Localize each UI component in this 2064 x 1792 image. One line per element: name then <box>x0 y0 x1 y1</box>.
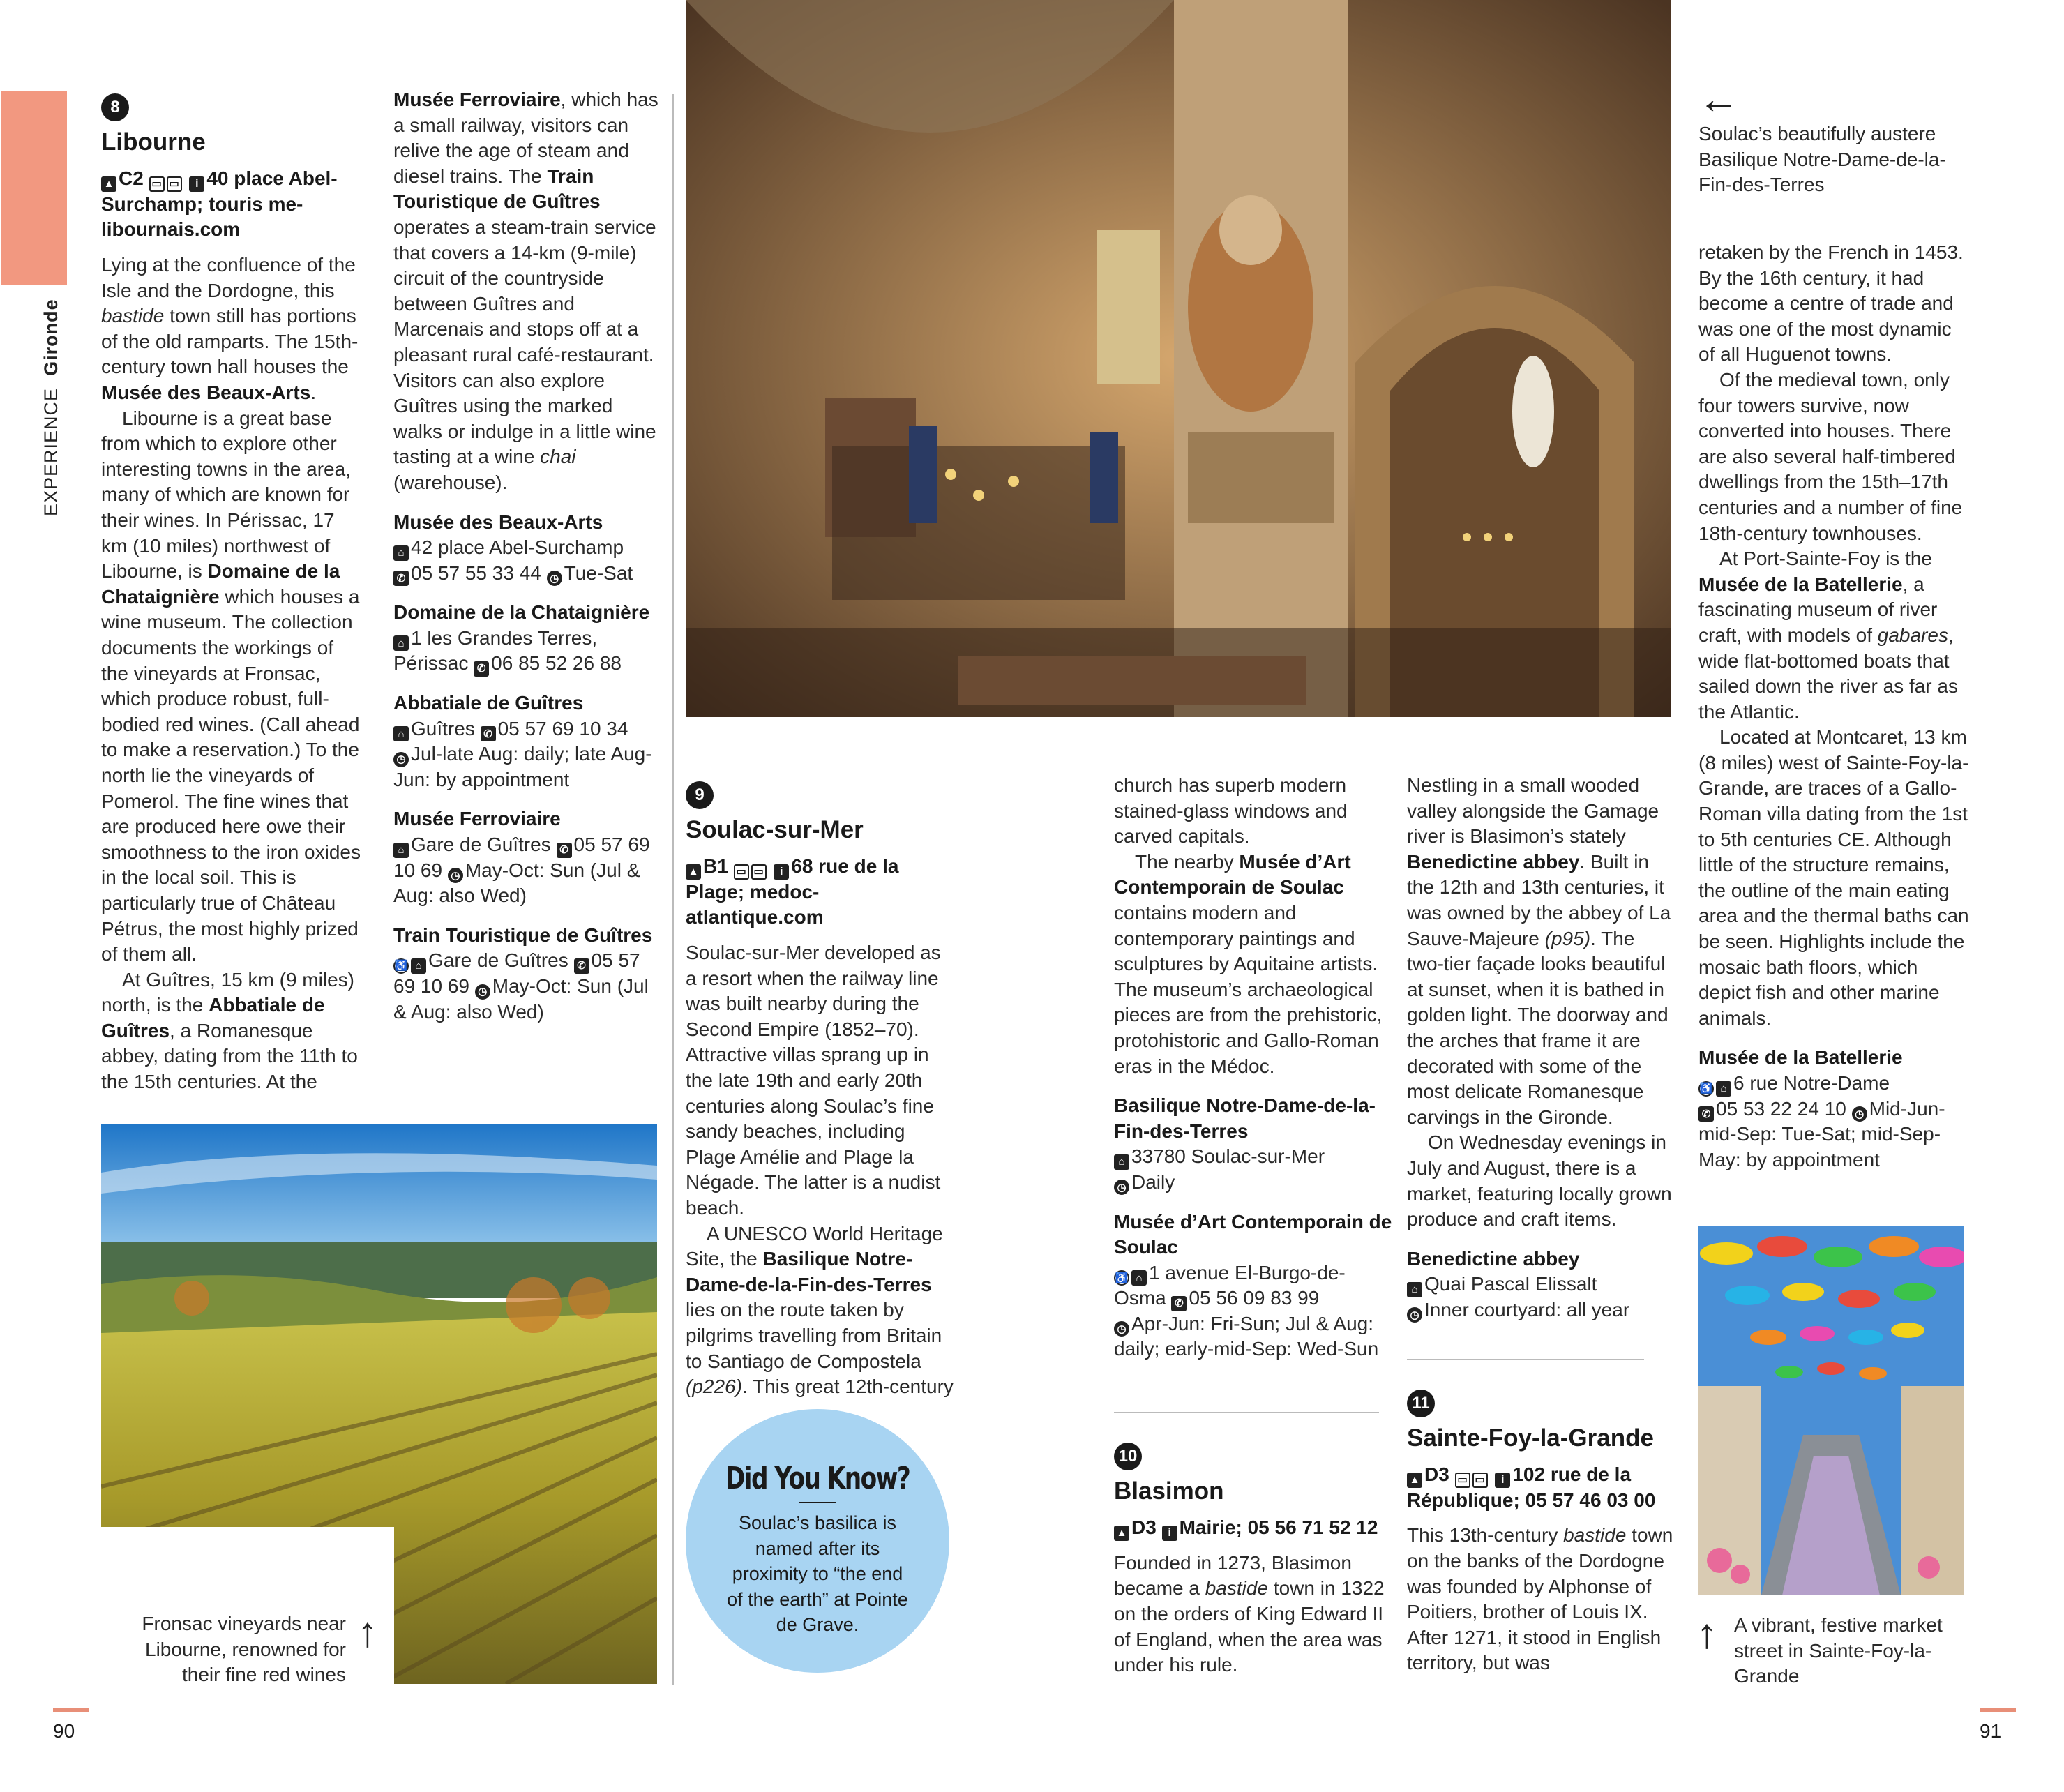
libourne-col2-para: Musée Ferroviaire, which has a small railway, visitors can relive the age of steam and diesel trains. The Train Touristique de Guîtres operates a steam-train service that covers a 14-km (9-mile) circuit of the countryside between Guîtres and Marcenais and stops off at a pleasant rural café-restaurant. Visitors can also explore Guîtres using the marked walks or indulge in a little wine tasting at a wine chai (warehouse). <box>393 89 658 493</box>
listing-details: ⌂ 1 les Grandes Terres, Périssac ✆ 06 85 52 26 88 <box>393 626 662 677</box>
soulac-para-2: A UNESCO World Heritage Site, the Basilique Notre-Dame-de-la-Fin-des-Terres lies on the route taken by pilgrims travelling from Britain to Santiago de Compostela (p226). This great 12th-century <box>686 1222 954 1398</box>
arrow-up-icon: ↑ <box>1696 1610 1717 1657</box>
accessibility-icon: ♿ <box>1698 1081 1714 1097</box>
did-you-know-rule <box>799 1502 836 1503</box>
phone-icon: ✆ <box>1698 1106 1714 1122</box>
bus-icon: ▭ <box>1472 1473 1488 1488</box>
umbrella-street-image <box>1698 1226 1964 1595</box>
listing-details: ♿ ⌂ 1 avenue El-Burgo-de-Osma ✆ 05 56 09 83 99 ◷ Apr-Jun: Fri-Sun; Jul & Aug: daily; early-mid-Sep: Wed-Sun <box>1114 1261 1379 1360</box>
blasimon-col2-para-1: Nestling in a small wooded valley alongside the Gamage river is Blasimon’s stately Benedictine abbey. Built in the 12th and 13th centuries, it was owned by the abbey of La Sauve-Majeure (p95). The two-tier façade looks beautiful at sunset, when it is bathed in golden light. The doorway and the arches that frame it are decorated with some of the most delicate Romanesque carvings in the Gironde. <box>1407 774 1671 1128</box>
listing-name: Musée de la Batellerie <box>1698 1046 1903 1069</box>
sainte-foy-col2-para-4: Located at Montcaret, 13 km (8 miles) west of Sainte-Foy-la-Grande, are traces of a Gallo-Roman villa dating from the 1st to 5th centuries CE. Although little of the structure remains, the outline of the main eating area and the thermal baths can be seen. Highlights include the mosaic bath floors, which depict fish and other marine animals. <box>1698 726 1969 1029</box>
soulac-title: Soulac-sur-Mer <box>686 816 864 844</box>
sainte-foy-para-1: This 13th-century bastide town on the banks of the Dordogne was founded by Alphonse of Poitiers, brother of Louis IX. After 1271, it stood in English territory, but was <box>1407 1524 1673 1674</box>
region-label: Gironde <box>40 299 61 376</box>
church-photo <box>686 0 1671 717</box>
arrow-left-icon: ← <box>1698 75 1740 122</box>
entry-number: 8 <box>101 93 129 121</box>
sainte-foy-title: Sainte-Foy-la-Grande <box>1407 1424 1654 1452</box>
listing-name: Basilique Notre-Dame-de-la-Fin-des-Terres <box>1114 1094 1376 1142</box>
address-icon: ⌂ <box>393 545 409 561</box>
libourne-title: Libourne <box>101 128 206 156</box>
sainte-foy-col2-para-1: retaken by the French in 1453. By the 16th century, it had become a centre of trade and was one of the most dynamic of all Huguenot towns. <box>1698 241 1964 366</box>
clock-icon: ◷ <box>393 752 409 767</box>
info-icon: i <box>774 864 789 880</box>
phone-icon: ✆ <box>474 661 489 677</box>
page-number-accent <box>53 1708 89 1712</box>
bus-icon: ▭ <box>751 864 767 880</box>
info-icon: i <box>1162 1526 1177 1541</box>
clock-icon: ◷ <box>547 571 562 586</box>
listing-name: Benedictine abbey <box>1407 1247 1580 1270</box>
soulac-col-1 <box>686 781 956 1400</box>
sainte-foy-col-2 <box>1698 240 1969 1173</box>
map-grid-icon: ▲ <box>686 864 701 880</box>
blasimon-col-1 <box>1114 1443 1393 1678</box>
map-grid-icon: ▲ <box>101 176 116 192</box>
listing-details: ⌂ Quai Pascal Elissalt ◷ Inner courtyard: all year <box>1407 1272 1676 1323</box>
section-divider <box>1407 1359 1644 1360</box>
accessibility-icon: ♿ <box>1114 1270 1129 1286</box>
listing-name: Musée Ferroviaire <box>393 808 561 830</box>
libourne-para-3: At Guîtres, 15 km (9 miles) north, is the Abbatiale de Guîtres, a Romanesque abbey, dating from the 11th to the 15th centuries. At the <box>101 968 358 1093</box>
clock-icon: ◷ <box>1114 1180 1129 1195</box>
clock-icon: ◷ <box>448 868 463 883</box>
phone-icon: ✆ <box>393 571 409 586</box>
church-image <box>686 0 1671 717</box>
address-icon: ⌂ <box>1407 1282 1422 1297</box>
church-caption: Soulac’s beautifully austere Basilique Notre-Dame-de-la-Fin-des-Terres <box>1698 123 1946 196</box>
soulac-col-2 <box>1114 773 1393 1362</box>
vineyard-photo <box>101 1124 657 1684</box>
entry-number: 9 <box>686 781 714 809</box>
phone-icon: ✆ <box>481 726 496 741</box>
entry-number: 10 <box>1114 1443 1142 1470</box>
address-icon: ⌂ <box>393 635 409 651</box>
listing-details: ♿ ⌂ Gare de Guîtres ✆ 05 57 69 10 69 ◷ May-Oct: Sun (Jul & Aug: also Wed) <box>393 949 649 1023</box>
arrow-up-icon: ↑ <box>357 1609 378 1655</box>
clock-icon: ◷ <box>475 984 490 1000</box>
listing-name: Musée d’Art Contemporain de Soulac <box>1114 1210 1392 1258</box>
side-accent-tab <box>1 91 67 285</box>
blasimon-col-2 <box>1407 773 1676 1323</box>
listing-details: ♿ ⌂ 6 rue Notre-Dame ✆ 05 53 22 24 10 ◷ Mid-Jun-mid-Sep: Tue-Sat; mid-Sep-May: by appointment <box>1698 1072 1945 1170</box>
listing-name: Abbatiale de Guîtres <box>393 692 584 714</box>
map-grid-icon: ▲ <box>1114 1526 1129 1541</box>
libourne-col-2 <box>393 87 662 1025</box>
sainte-foy-col2-para-3: At Port-Sainte-Foy is the Musée de la Batellerie, a fascinating museum of river craft, with models of gabares, wide flat-bottomed boats that sailed down the river as far as the Atlantic. <box>1698 548 1958 723</box>
entry-number: 11 <box>1407 1390 1435 1417</box>
clock-icon: ◷ <box>1852 1106 1867 1122</box>
page-number-left: 90 <box>53 1720 75 1742</box>
libourne-para-1: Lying at the confluence of the Isle and the Dordogne, this bastide town still has portions of the old ramparts. The 15th-century town hall houses the Musée des Beaux-Arts. <box>101 254 359 404</box>
info-icon: i <box>1495 1473 1510 1488</box>
page-number-right: 91 <box>1980 1720 2001 1742</box>
clock-icon: ◷ <box>1114 1321 1129 1337</box>
blasimon-col2-para-2: On Wednesday evenings in July and August, there is a market, featuring locally grown produce and craft items. <box>1407 1131 1672 1230</box>
did-you-know-title: Did You Know? <box>725 1461 910 1496</box>
listing-name: Musée des Beaux-Arts <box>393 511 603 533</box>
libourne-info: ▲ C2 ▭ ▭ i 40 place Abel-Surchamp; touris me-libournais.com <box>101 167 338 241</box>
soulac-info: ▲ B1 ▭ ▭ i 68 rue de la Plage; medoc-atlantique.com <box>686 855 899 928</box>
listing-details: ⌂ Gare de Guîtres ✆ 05 57 69 10 69 ◷ May-Oct: Sun (Jul & Aug: also Wed) <box>393 834 650 907</box>
did-you-know-circle <box>686 1409 949 1673</box>
address-icon: ⌂ <box>1131 1270 1147 1286</box>
umbrella-street-photo <box>1698 1226 1964 1595</box>
did-you-know-text: Soulac’s basilica is named after its proximity to “the end of the earth” at Pointe de Grave. <box>727 1512 908 1636</box>
section-label: EXPERIENCE <box>40 387 61 516</box>
blasimon-title: Blasimon <box>1114 1477 1224 1505</box>
info-icon: i <box>189 176 204 192</box>
train-icon: ▭ <box>734 864 749 880</box>
section-divider <box>1114 1412 1379 1413</box>
phone-icon: ✆ <box>1171 1296 1187 1311</box>
address-icon: ⌂ <box>393 726 409 741</box>
sainte-foy-info: ▲ D3 ▭ ▭ i 102 rue de la République; 05 57 46 03 00 <box>1407 1463 1656 1511</box>
phone-icon: ✆ <box>574 958 589 974</box>
libourne-para-2: Libourne is a great base from which to explore other interesting towns in the area, many of which are known for their wines. In Périssac, 17 km (10 miles) northwest of Libourne, is Domaine de la Chataignière which houses a wine museum. The collection documents the workings of the vineyards at Fronsac, which produce robust, full-bodied red wines. (Call ahead to make a reservation.) To the north lie the vineyards of Pomerol. The fine wines that are produced here owe their smoothness to the iron oxides in the local soil. This is particularly true of Château Pétrus, the most highly prized of them all. <box>101 407 361 965</box>
accessibility-icon: ♿ <box>393 958 409 974</box>
address-icon: ⌂ <box>411 958 426 974</box>
blasimon-info: ▲ D3 i Mairie; 05 56 71 52 12 <box>1114 1515 1393 1541</box>
soulac-col2-para-1: church has superb modern stained-glass windows and carved capitals. <box>1114 774 1348 848</box>
vineyard-caption: Fronsac vineyards near Libourne, renowned for their fine red wines <box>142 1613 346 1686</box>
listing-details: ⌂ Guîtres ✆ 05 57 69 10 34 ◷ Jul-late Aug: daily; late Aug-Jun: by appointment <box>393 717 652 790</box>
sainte-foy-col-1 <box>1407 1390 1676 1676</box>
blasimon-para-1: Founded in 1273, Blasimon became a bastide town in 1322 on the orders of King Edward II of England, when the area was under his rule. <box>1114 1551 1385 1676</box>
side-running-head <box>40 299 62 516</box>
train-icon: ▭ <box>149 176 165 192</box>
page-number-accent <box>1980 1708 2016 1712</box>
listing-name: Train Touristique de Guîtres <box>393 924 653 946</box>
listing-name: Domaine de la Chataignière <box>393 601 650 624</box>
phone-icon: ✆ <box>557 843 572 858</box>
listing-details: ⌂ 33780 Soulac-sur-Mer ◷ Daily <box>1114 1144 1393 1195</box>
soulac-para-1: Soulac-sur-Mer developed as a resort when the railway line was built nearby during the Second Empire (1852–70). Attractive villas sprang up in the late 19th and early 20th centuries along Soulac’s fine sandy beaches, including Plage Amélie and Plage la Négade. The latter is a nudist beach. <box>686 942 941 1219</box>
sainte-foy-col2-para-2: Of the medieval town, only four towers survive, now converted into houses. There are also several half-timbered dwellings from the 15th–17th centuries and a number of fine 18th-century townhouses. <box>1698 368 1963 544</box>
listing-details: ⌂ 42 place Abel-Surchamp ✆ 05 57 55 33 44 ◷ Tue-Sat <box>393 535 662 586</box>
map-grid-icon: ▲ <box>1407 1473 1422 1488</box>
soulac-col2-para-2: The nearby Musée d’Art Contemporain de Soulac contains modern and contemporary paintings and sculptures by Aquitaine artists. The museum’s archaeological pieces are from the prehistoric, protohistoric and Gallo-Roman eras in the Médoc. <box>1114 850 1383 1077</box>
umbrella-caption: A vibrant, festive market street in Sainte-Foy-la-Grande <box>1734 1614 1943 1687</box>
bus-icon: ▭ <box>167 176 182 192</box>
column-divider <box>672 94 674 1685</box>
address-icon: ⌂ <box>1114 1154 1129 1170</box>
libourne-col-1 <box>101 93 365 1095</box>
train-icon: ▭ <box>1455 1473 1470 1488</box>
address-icon: ⌂ <box>1716 1081 1731 1097</box>
address-icon: ⌂ <box>393 843 409 858</box>
clock-icon: ◷ <box>1407 1307 1422 1323</box>
